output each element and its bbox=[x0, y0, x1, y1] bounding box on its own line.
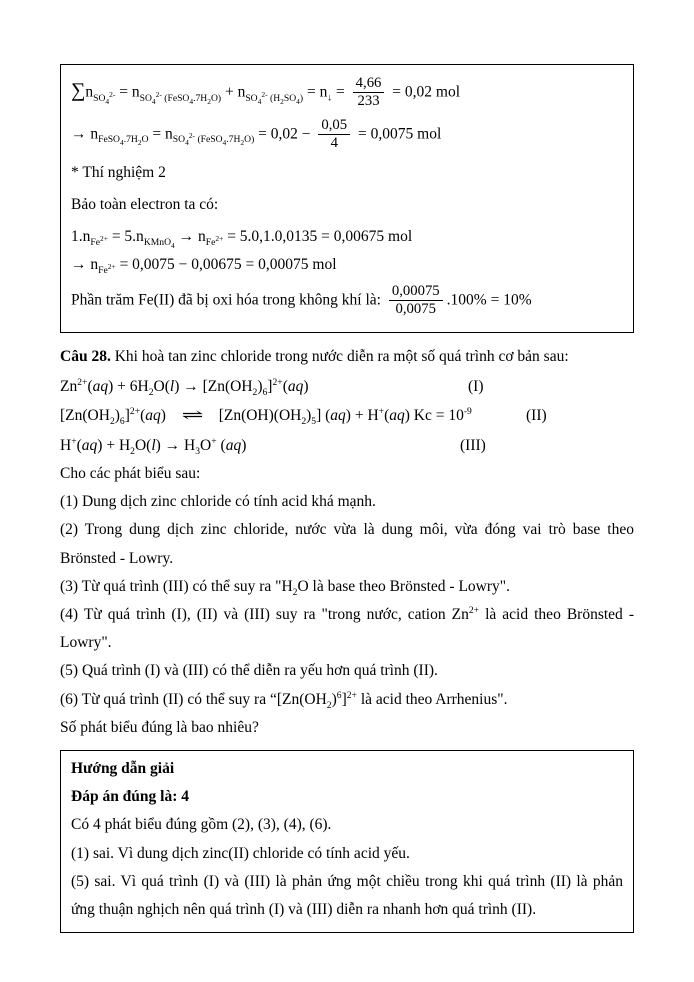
correct-answer-line: Đáp án đúng là: 4 bbox=[71, 788, 190, 806]
equation-II-label: (II) bbox=[526, 407, 547, 425]
statement-4: (4) Từ quá trình (I), (II) và (III) suy ra "trong nước, cation $Zn^{2+}$ là acid theo Brönsted - Lowry". bbox=[60, 604, 634, 652]
correct-statements-line: Có 4 phát biểu đúng gồm (2), (3), (4), (6). bbox=[71, 816, 332, 834]
solution-box-answer bbox=[60, 750, 634, 933]
statement-3: (3) Từ quá trình (III) có thể suy ra "$H_2O$ là base theo Brönsted - Lowry". bbox=[60, 577, 510, 598]
statement-1-explanation: (1) sai. Vì dung dịch zinc(II) chloride có tính acid yếu. bbox=[71, 844, 410, 862]
equation-III-formula: $H^+(aq) + H_2O(l) \to H_3O^+$ (aq) bbox=[60, 435, 247, 457]
statements-intro: Cho các phát biểu sau: bbox=[60, 464, 201, 482]
final-question: Số phát biểu đúng là bao nhiêu? bbox=[60, 718, 259, 736]
equation-III-label: (III) bbox=[460, 436, 486, 454]
question-heading bbox=[60, 343, 634, 371]
equation-II-formula: $[Zn(OH_2)_6]^{2+}(aq)$ ⇌ $[Zn(OH)(OH_2)_5] (aq) + H^+(aq) Kc = 10^{-9}$ bbox=[60, 405, 472, 428]
statement-6: (6) Từ quá trình (II) có thể suy ra “$[Zn(OH_2)^6]^{2+}$ là acid theo Arrhenius". bbox=[60, 689, 508, 711]
equation-I-row bbox=[60, 372, 634, 401]
equation-III-row bbox=[60, 431, 634, 460]
equation-I-formula: $Zn^{2+}(aq) + 6H_2O(l) \to [Zn(OH_2)_6]^{2+}(aq)$ bbox=[60, 376, 309, 398]
experiment-2-heading: * Thí nghiệm 2 bbox=[71, 164, 166, 182]
statement-1: (1) Dung dịch zinc chloride có tính acid khá mạnh. bbox=[60, 493, 376, 511]
question-intro-text: Khi hoà tan zinc chloride trong nước diễn ra một số quá trình cơ bản sau: bbox=[114, 348, 569, 366]
statement-5-explanation: (5) sai. Vì quá trình (I) và (III) là phản ứng một chiều trong khi quá trình (II) là phản ứng thuận nghịch nên quá trình (I) và (III) diễn ra nhanh hơn quá trình (II). bbox=[71, 872, 623, 919]
sulfate-mole-formula: $\sum n_{SO_4^{2-}} = n_{SO_4^{2-} (FeSO_4.7H_2O)} + n_{SO_4^{2-} (H_2SO_4)} = n_↓$ = $\frac{4,66}{233}$ = 0,02 mol bbox=[71, 75, 461, 110]
equation-I-label: (I) bbox=[468, 377, 484, 395]
solution-guide-title: Hướng dẫn giải bbox=[71, 760, 175, 778]
equation-II-row bbox=[60, 401, 634, 430]
percent-oxidized-formula: Phần trăm Fe(II) đã bị oxi hóa trong không khí là: $\frac{0,00075}{0,0075}$ .100% = 10% bbox=[71, 282, 532, 318]
statement-2: (2) Trong dung dịch zinc chloride, nước vừa là dung môi, vừa đóng vai trò base theo Brönsted - Lowry. bbox=[60, 521, 634, 567]
statement-5: (5) Quá trình (I) và (III) có thể diễn ra yếu hơn quá trình (II). bbox=[60, 662, 438, 680]
fe2-remaining-formula: → $n_{Fe^{2+}} = 0,0075 - 0,00675 = 0,00075$ mol bbox=[71, 256, 337, 277]
solution-box-experiment bbox=[60, 64, 634, 333]
electron-balance-text: Bảo toàn electron ta có: bbox=[71, 196, 219, 214]
fe2-kmno4-formula: $1.n_{Fe^{2+}} = 5.n_{KMnO_4} \to n_{Fe^{2+}} = 5.0,1.0,0135 = 0,00675$ mol bbox=[71, 227, 413, 250]
feso4-mole-formula: → $n_{FeSO_4.7H_2O} = n_{SO_4^{2-} (FeSO_4.7H_2O)} = 0,02$ − $\frac{0,05}{4}$ = 0,0075 mol bbox=[71, 116, 442, 152]
question-number: Câu 28. bbox=[60, 348, 111, 366]
